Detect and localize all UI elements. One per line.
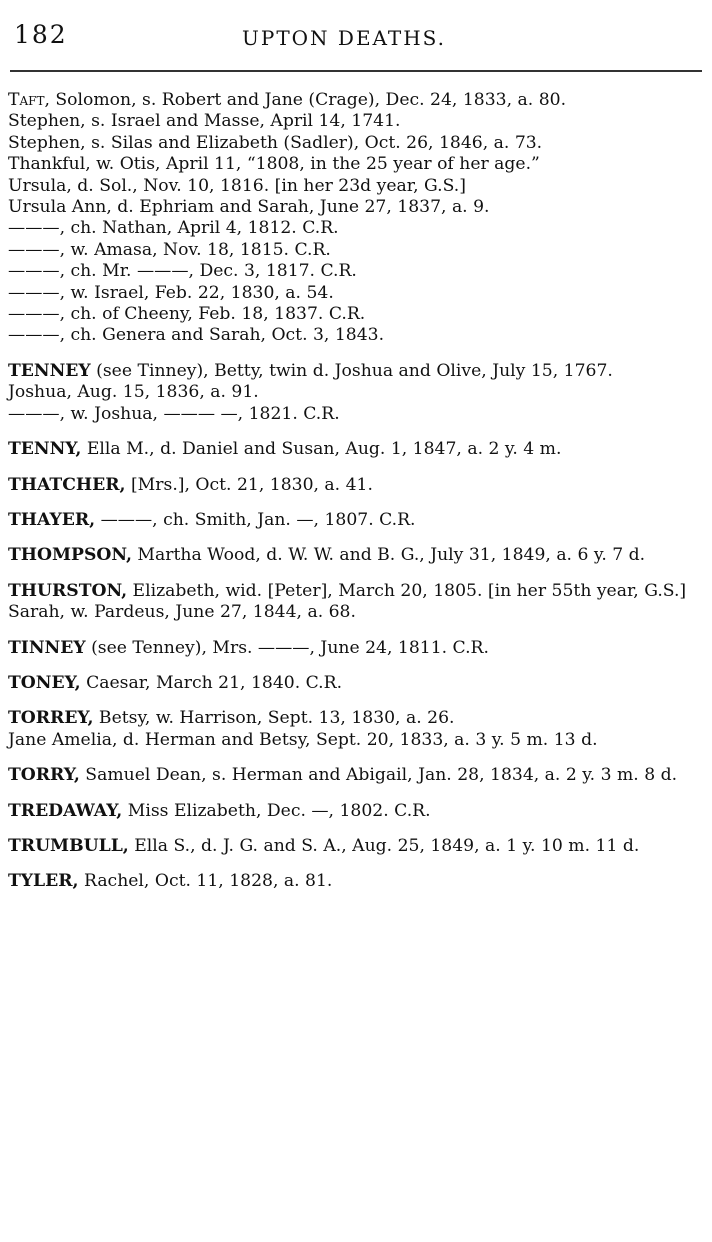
death-record [8,765,704,786]
surname-heading: TREDAWAY, [8,800,123,821]
surname-heading: Taft [8,90,45,110]
record-text: Thankful, w. Otis, April 11, “1808, in the 25 year of her age.” [8,154,540,175]
record-text: Elizabeth, wid. [Peter], March 20, 1805. [in her 55th year, G.S.] [127,580,687,601]
death-record [8,261,704,282]
death-record [8,133,704,154]
surname-group [8,439,704,460]
death-record [8,404,704,425]
surname-group [8,836,704,857]
surname-group [8,638,704,659]
death-record [8,325,704,346]
surname-group [8,765,704,786]
death-record [8,545,704,566]
record-text: , Solomon, s. Robert and Jane (Crage), Dec. 24, 1833, a. 80. [44,90,567,110]
page-number: 182 [14,20,68,49]
death-record [8,730,704,751]
death-record [8,602,704,623]
record-text: Joshua, Aug. 15, 1836, a. 91. [8,382,259,403]
record-text: Betsy, w. Harrison, Sept. 13, 1830, a. 26. [93,708,455,729]
death-record [8,439,704,460]
death-record [8,475,704,496]
death-record [8,197,704,218]
surname-group [8,871,704,892]
surname-heading: TORRY, [8,765,80,786]
surname-group [8,673,704,694]
record-text: (see Tinney), Betty, twin d. Joshua and Olive, July 15, 1767. [90,360,613,381]
record-text: ———, ch. of Cheeny, Feb. 18, 1837. C.R. [8,304,366,325]
record-text: Stephen, s. Israel and Masse, April 14, 1741. [8,111,401,132]
surname-group [8,475,704,496]
record-list [8,90,704,907]
record-text: Ursula Ann, d. Ephriam and Sarah, June 27, 1837, a. 9. [8,197,490,218]
surname-group [8,510,704,531]
surname-heading: TONEY, [8,672,81,693]
record-text: ———, ch. Smith, Jan. —, 1807. C.R. [95,509,416,530]
record-text: [Mrs.], Oct. 21, 1830, a. 41. [125,474,373,495]
record-text: Sarah, w. Pardeus, June 27, 1844, a. 68. [8,602,356,623]
surname-group [8,801,704,822]
surname-heading: TYLER, [8,871,79,892]
death-record [8,638,704,659]
death-record [8,708,704,729]
record-text: ———, ch. Genera and Sarah, Oct. 3, 1843. [8,325,385,346]
header-rule [10,70,702,72]
death-record [8,90,704,111]
death-record [8,240,704,261]
surname-group [8,708,704,751]
record-text: Ursula, d. Sol., Nov. 10, 1816. [in her 23d year, G.S.] [8,175,466,196]
surname-heading: THOMPSON, [8,545,132,566]
record-text: Caesar, March 21, 1840. C.R. [80,672,343,693]
record-text: Stephen, s. Silas and Elizabeth (Sadler), Oct. 26, 1846, a. 73. [8,132,543,153]
death-record [8,218,704,239]
page-header [14,18,698,54]
record-text: Martha Wood, d. W. W. and B. G., July 31, 1849, a. 6 y. 7 d. [131,545,646,566]
record-text: (see Tenney), Mrs. ———, June 24, 1811. C.R. [85,637,489,658]
death-record [8,382,704,403]
surname-heading: THURSTON, [8,580,128,601]
surname-group [8,90,704,347]
record-text: Samuel Dean, s. Herman and Abigail, Jan. 28, 1834, a. 2 y. 3 m. 8 d. [79,765,678,786]
record-text: ———, w. Joshua, ——— —, 1821. C.R. [8,403,340,424]
death-record [8,673,704,694]
record-text: ———, w. Amasa, Nov. 18, 1815. C.R. [8,239,331,260]
record-text: ———, w. Israel, Feb. 22, 1830, a. 54. [8,282,334,303]
death-record [8,176,704,197]
death-record [8,510,704,531]
record-text: Miss Elizabeth, Dec. —, 1802. C.R. [122,800,431,821]
surname-group [8,545,704,566]
record-text: Ella S., d. J. G. and S. A., Aug. 25, 1849, a. 1 y. 10 m. 11 d. [128,835,640,856]
record-text: Ella M., d. Daniel and Susan, Aug. 1, 1847, a. 2 y. 4 m. [81,439,562,460]
death-record [8,304,704,325]
surname-heading: TINNEY [8,637,86,658]
record-text: ———, ch. Mr. ———, Dec. 3, 1817. C.R. [8,261,357,282]
death-record [8,154,704,175]
death-record [8,581,704,602]
surname-group [8,361,704,425]
record-text: Jane Amelia, d. Herman and Betsy, Sept. 20, 1833, a. 3 y. 5 m. 13 d. [8,729,598,750]
death-record [8,801,704,822]
death-record [8,361,704,382]
surname-group [8,581,704,624]
death-record [8,283,704,304]
death-record [8,836,704,857]
record-text: ———, ch. Nathan, April 4, 1812. C.R. [8,218,339,239]
death-record [8,871,704,892]
surname-heading: THAYER, [8,509,96,530]
surname-heading: TENNY, [8,439,82,460]
surname-heading: TENNEY [8,360,91,381]
surname-heading: TRUMBULL, [8,835,129,856]
surname-heading: TORREY, [8,708,94,729]
death-record [8,111,704,132]
record-text: Rachel, Oct. 11, 1828, a. 81. [78,871,333,892]
surname-heading: THATCHER, [8,474,126,495]
running-title: UPTON DEATHS. [242,26,447,50]
